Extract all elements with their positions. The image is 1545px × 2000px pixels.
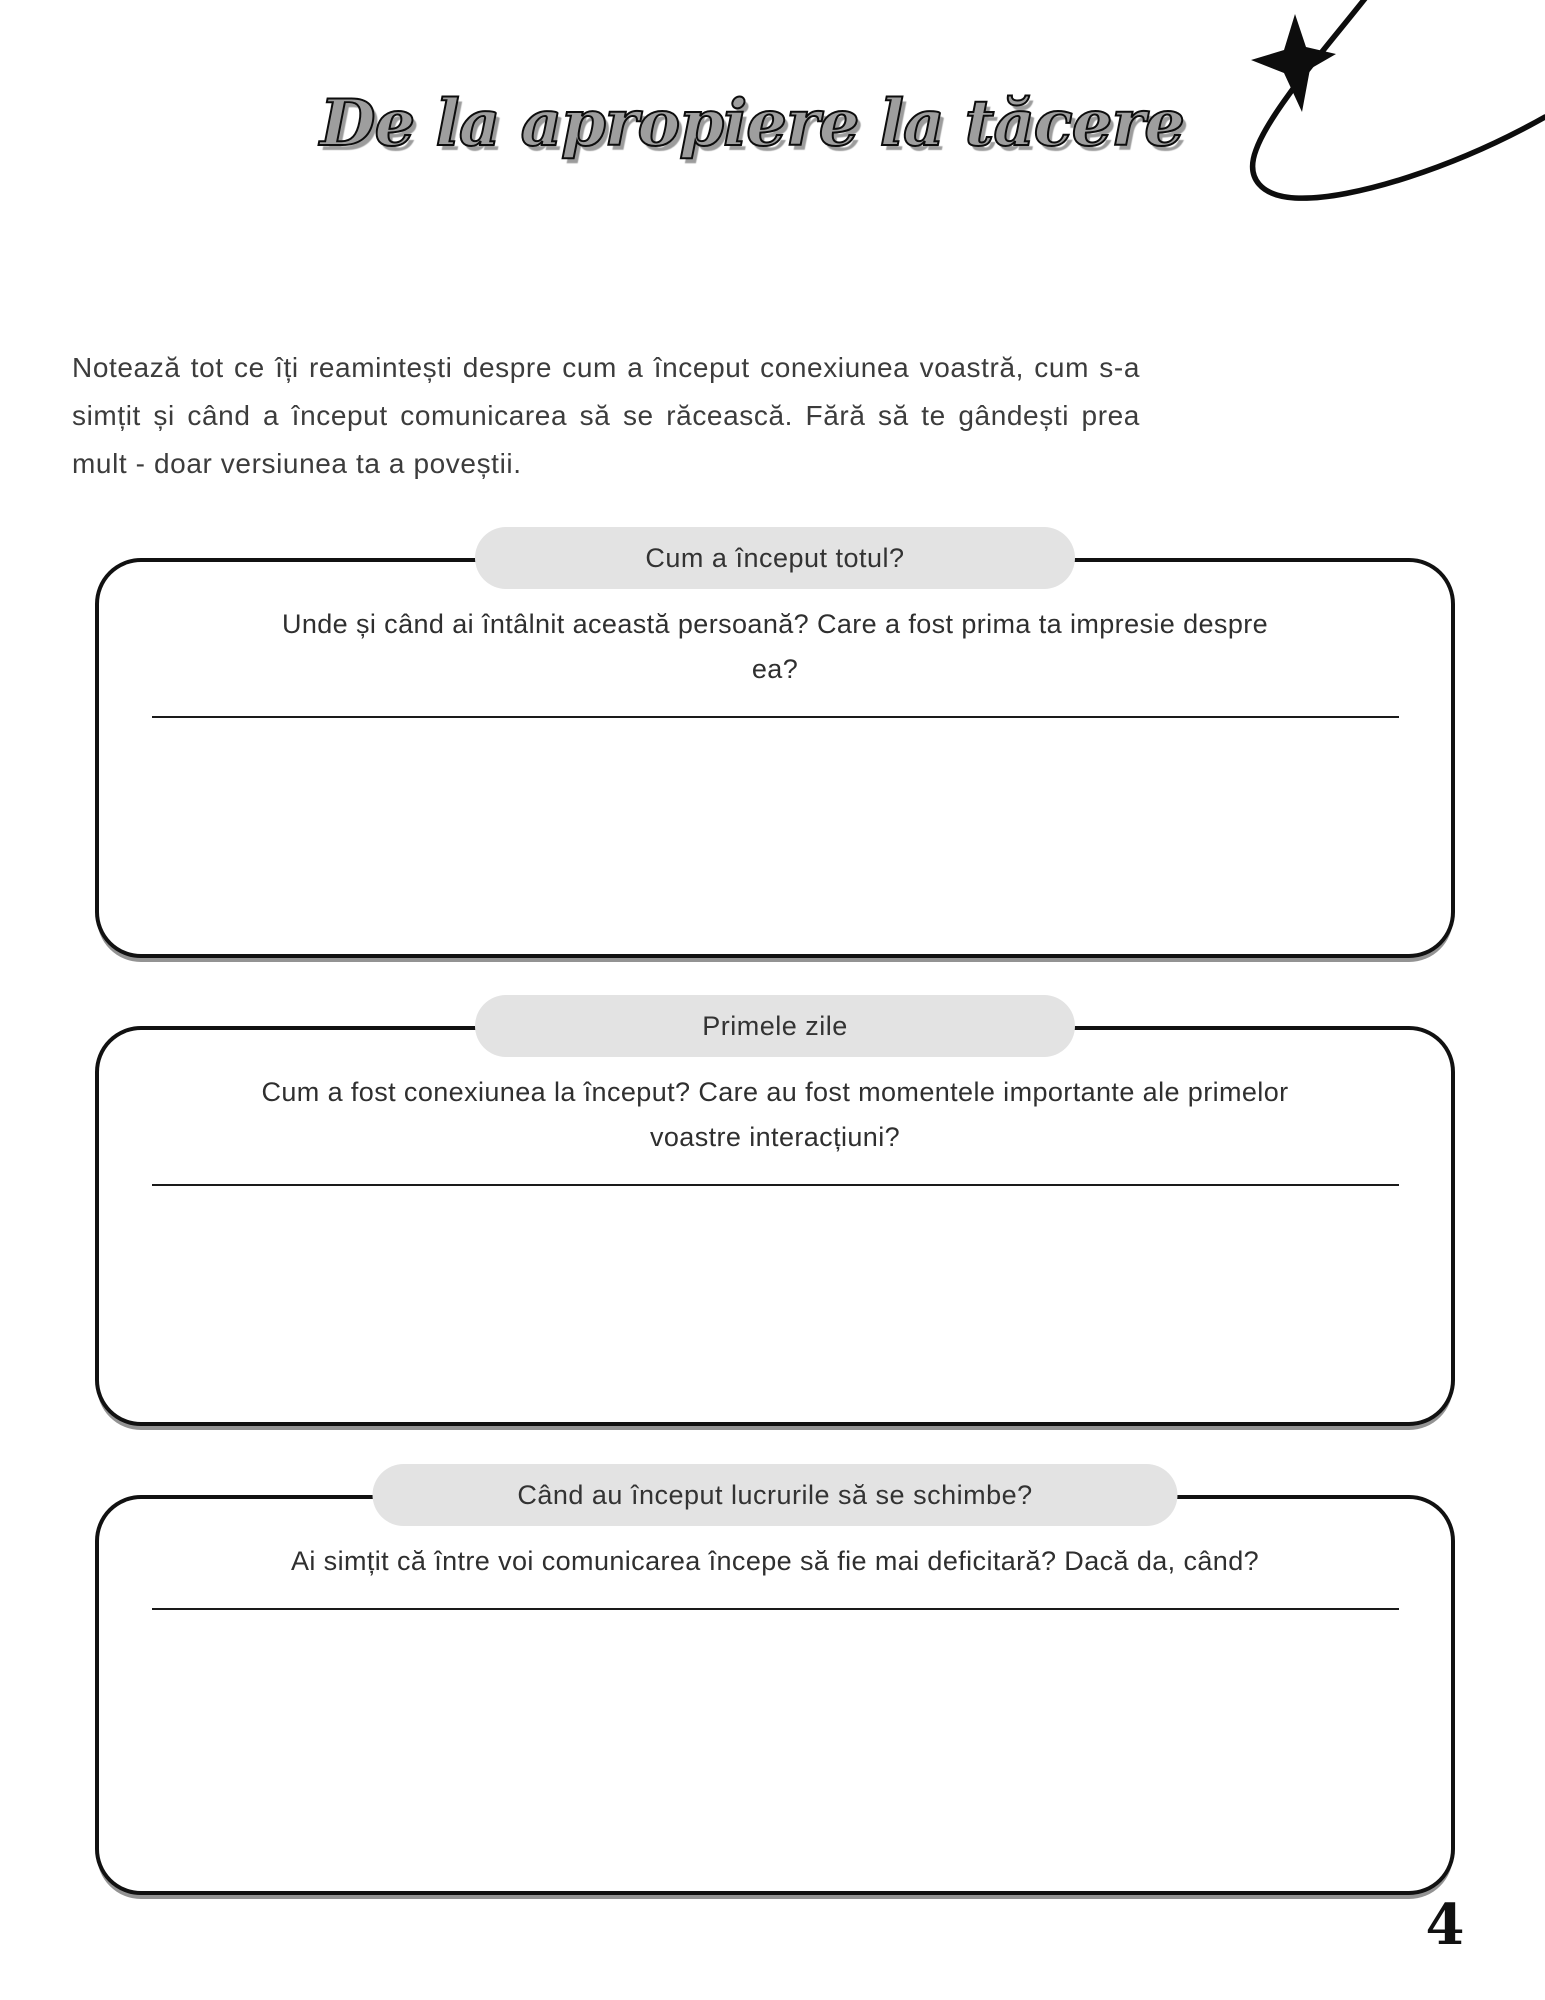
section-first-days [95, 995, 1455, 1426]
page-number: 4 [1425, 1892, 1465, 1958]
section-how-it-started [95, 527, 1455, 958]
question-text: Ai simțit că între voi comunicarea începe să fie mai deficitară? Dacă da, când? [290, 1546, 1260, 1576]
answer-box [95, 1026, 1455, 1426]
section-label-pill: Primele zile [475, 995, 1075, 1057]
intro-text: Notează tot ce îți reamintești despre cum a început conexiunea voastră, cum s-a simțit și când a început comunicarea să se răcească. Fără să te gândești prea mult - doar versiunea ta a poveștii. [72, 352, 1140, 479]
star-icon [1251, 14, 1336, 112]
corner-decoration [980, 0, 1545, 215]
page-title: De la apropiere la tăcere [320, 86, 1184, 161]
question-text: Unde și când ai întâlnit această persoană? Care a fost prima ta impresie despre ea? [281, 609, 1269, 684]
writing-line[interactable] [152, 1184, 1399, 1186]
writing-line[interactable] [152, 1608, 1399, 1610]
question-text: Cum a fost conexiunea la început? Care au fost momentele importante ale primelor voastre interacțiuni? [261, 1077, 1289, 1152]
answer-box [95, 1495, 1455, 1895]
section-label-pill: Când au început lucrurile să se schimbe? [373, 1464, 1178, 1526]
section-label-pill: Cum a început totul? [475, 527, 1075, 589]
answer-box [95, 558, 1455, 958]
section-when-things-changed [95, 1464, 1455, 1895]
writing-line[interactable] [152, 716, 1399, 718]
